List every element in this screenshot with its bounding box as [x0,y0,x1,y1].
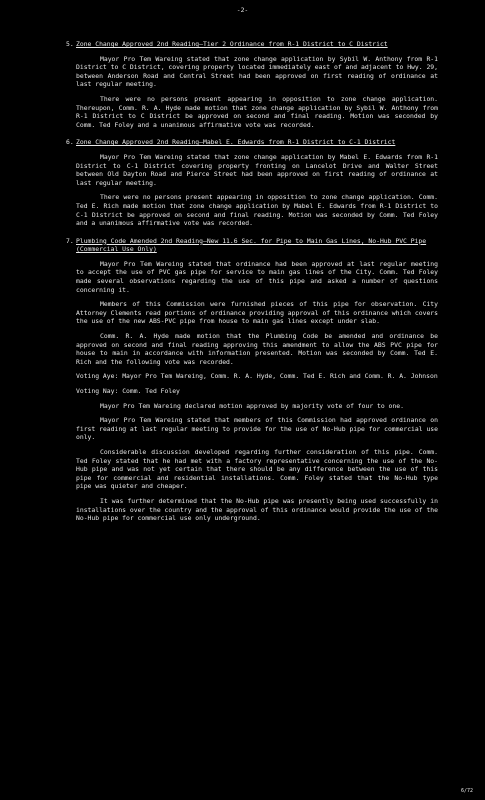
item-paragraph: Mayor Pro Tem Wareing stated that members of this Commission had approved ordinance on first reading at last regular meeting to provide for the use of No-Hub pipe for commercial use only. [76,416,438,442]
item-paragraph: Mayor Pro Tem Wareing stated that zone change application by Mabel E. Edwards from R-1 District to C-1 District covering property fronting on Lancelot Drive and Walter Street between Old Dayton Road and Pierce Street had been approved on first reading of ordinance at last regular meeting. [76,152,438,187]
item-heading: Plumbing Code Amended 2nd Reading—New 11.6 Sec. for Pipe to Main Gas Lines, No-Hub PVC Pipe (Commercial Use Only) [76,236,427,254]
page-number: -2- [236,6,249,14]
item-number: 5. [66,40,74,48]
item-number: 6. [66,138,74,147]
item-paragraph: Considerable discussion developed regarding further consideration of this pipe. Comm. Ted Foley stated that he had met with a factory representative concerning the use of the No-Hub pipe and was not yet certain that there should be any difference between the use of this pipe for commercial and residential installations. Comm. Foley stated that the No-Hub type pipe was quieter and cheaper. [76,447,438,491]
item-number: 7. [66,236,74,245]
item-heading: Zone Change Approved 2nd Reading—Tier 2 Ordinance from R-1 District to C District [76,40,388,48]
vote-nay [76,387,438,396]
item-paragraph: Mayor Pro Tem Wareing stated that zone change application by Sybil W. Anthony from R-1 District to C District, covering property located immediately east of and adjacent to Hwy. 29, between Anderson Road and Central Street had been approved on first reading of ordinance at last regular meeting. [76,54,438,89]
vote-names: Mayor Pro Tem Wareing, Comm. R. A. Hyde, Comm. Ted E. Rich and Comm. R. A. Johnson [122,372,438,381]
minutes-item-5 [66,40,438,129]
vote-label: Voting Aye: [76,372,119,381]
item-paragraph: Members of this Commission were furnished pieces of this pipe for observation. City Attorney Clements read portions of ordinance providing approval of this ordinance which covers the use of the new ABS-PVC pipe from house to main gas lines except under slab. [76,300,438,326]
item-heading: Zone Change Approved 2nd Reading—Mabel E. Edwards from R-1 District to C-1 District [76,138,396,147]
item-paragraph: Mayor Pro Tem Wareing declared motion approved by majority vote of four to one. [100,401,404,410]
vote-label: Voting Nay: [76,387,119,395]
vote-aye [76,372,438,381]
vote-names: Comm. Ted Foley [122,387,180,395]
item-paragraph: Mayor Pro Tem Wareing stated that ordinance had been approved at last regular meeting to accept the use of PVC gas pipe for service to main gas lines of the City. Comm. Ted Foley made several observations regarding the use of this pipe and asked a number of questions concerning it. [76,259,438,294]
item-paragraph: Comm. R. A. Hyde made motion that the Plumbing Code be amended and ordinance be approved on second and final reading approving this amendment to allow the ABS PVC pipe for house to main in accordance with information presented. Motion was seconded by Comm. Ted E. Rich and the following vote was recorded. [76,332,438,366]
corner-mark: 6/72 [460,788,473,795]
minutes-item-6 [66,138,438,228]
minutes-item-7 [66,236,438,523]
item-paragraph: It was further determined that the No-Hub pipe was presently being used successfully in installations over the country and the approval of this ordinance would provide the use of the No-Hub pipe for commercial use only underground. [76,496,438,523]
item-paragraph: There were no persons present appearing in opposition to zone change application. Thereupon, Comm. R. A. Hyde made motion that zone change application by Sybil W. Anthony from R-1 District to C District be approved on second and final reading. Motion was seconded by Comm. Ted Foley and a unanimous affirmative vote was recorded. [76,94,438,129]
item-paragraph: There were no persons present appearing in opposition to zone change application. Comm. Ted E. Rich made motion that zone change application by Mabel E. Edwards from R-1 District to C-1 District be approved on second and final reading. Motion was seconded by Comm. Ted Foley and a unanimous affirmative vote was recorded. [76,193,438,228]
minutes-body [66,40,438,532]
